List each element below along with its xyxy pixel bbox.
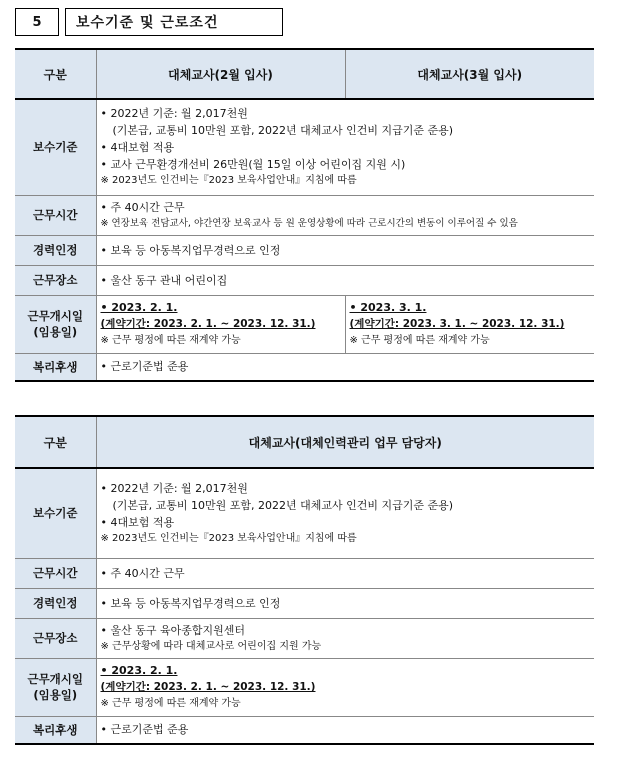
row-career	[15, 588, 594, 618]
start-note: ※ 근무 평정에 따른 재계약 가능	[349, 335, 490, 346]
start-date: • 2023. 2. 1.	[100, 301, 178, 314]
contract-period: (계약기간: 2023. 2. 1. ~ 2023. 12. 31.)	[100, 681, 316, 693]
row-place	[15, 265, 594, 295]
row-label: 보수기준	[15, 468, 96, 558]
welfare-line: • 근로기준법 준용	[100, 360, 189, 374]
salary-content	[96, 468, 594, 558]
row-start	[15, 295, 594, 353]
row-label: 근무시간	[15, 558, 96, 588]
header-col1: 대체교사(2월 입사)	[96, 49, 345, 99]
section-header	[15, 8, 283, 36]
salary-note: ※ 2023년도 인건비는『2023 보육사업안내』지침에 따름	[100, 532, 357, 544]
table-conditions-manager	[15, 415, 594, 745]
welfare-content	[96, 353, 594, 381]
hours-note: ※ 연장보육 전담교사, 야간연장 보육교사 등 원 운영상황에 따라 근로시간의 변동이 이루어질 수 있음	[100, 217, 518, 229]
row-label	[15, 295, 96, 353]
row-hours	[15, 195, 594, 235]
row-label: 근무장소	[15, 618, 96, 658]
header-col1: 대체교사(대체인력관리 업무 담당자)	[96, 416, 594, 468]
row-hours	[15, 558, 594, 588]
hours-content	[96, 195, 594, 235]
row-welfare	[15, 716, 594, 744]
header-label: 구분	[15, 49, 96, 99]
place-content	[96, 265, 594, 295]
row-place	[15, 618, 594, 658]
welfare-line: • 근로기준법 준용	[100, 723, 189, 737]
hours-content	[96, 558, 594, 588]
row-label: 복리후생	[15, 716, 96, 744]
welfare-content	[96, 716, 594, 744]
row-salary	[15, 468, 594, 558]
salary-line: • 4대보험 적용	[100, 515, 175, 529]
career-line: • 보육 등 아동복지업무경력으로 인정	[100, 243, 281, 257]
row-label	[15, 658, 96, 716]
header-col2: 대체교사(3월 입사)	[345, 49, 594, 99]
start-col2	[345, 295, 594, 353]
hours-line: • 주 40시간 근무	[100, 200, 185, 214]
salary-content	[96, 99, 594, 195]
salary-line: (기본급, 교통비 10만원 포함, 2022년 대체교사 인건비 지급기준 준용)	[112, 498, 454, 512]
salary-line: • 2022년 기준: 월 2,017천원	[100, 107, 248, 121]
section-number: 5	[15, 8, 59, 36]
career-content	[96, 588, 594, 618]
career-content	[96, 235, 594, 265]
place-note: ※ 근무상황에 따라 대체교사로 어린이집 지원 가능	[100, 640, 322, 652]
row-label: 근무시간	[15, 195, 96, 235]
row-label: 경력인정	[15, 235, 96, 265]
start-sublabel: (임용일)	[33, 688, 78, 702]
place-line: • 울산 동구 육아종합지원센터	[100, 623, 245, 637]
table-conditions-2-3	[15, 48, 594, 382]
start-note: ※ 근무 평정에 따른 재계약 가능	[100, 698, 241, 709]
row-salary	[15, 99, 594, 195]
table-header-row	[15, 49, 594, 99]
contract-period: (계약기간: 2023. 2. 1. ~ 2023. 12. 31.)	[100, 318, 316, 330]
place-content	[96, 618, 594, 658]
start-sublabel: (임용일)	[33, 325, 78, 339]
place-line: • 울산 동구 관내 어린이집	[100, 273, 228, 287]
start-label: 근무개시일	[27, 672, 84, 686]
row-label: 복리후생	[15, 353, 96, 381]
career-line: • 보육 등 아동복지업무경력으로 인정	[100, 596, 281, 610]
start-col1	[96, 658, 594, 716]
row-label: 보수기준	[15, 99, 96, 195]
salary-line: • 2022년 기준: 월 2,017천원	[100, 481, 248, 495]
row-career	[15, 235, 594, 265]
contract-period: (계약기간: 2023. 3. 1. ~ 2023. 12. 31.)	[349, 318, 565, 330]
row-welfare	[15, 353, 594, 381]
header-label: 구분	[15, 416, 96, 468]
start-date: • 2023. 3. 1.	[349, 301, 427, 314]
row-label: 경력인정	[15, 588, 96, 618]
salary-line: (기본급, 교통비 10만원 포함, 2022년 대체교사 인건비 지급기준 준용)	[112, 124, 454, 138]
start-note: ※ 근무 평정에 따른 재계약 가능	[100, 335, 241, 346]
salary-line: • 교사 근무환경개선비 26만원(월 15일 이상 어린이집 지원 시)	[100, 158, 406, 172]
salary-line: • 4대보험 적용	[100, 141, 175, 155]
start-label: 근무개시일	[27, 309, 84, 323]
section-title: 보수기준 및 근로조건	[65, 8, 283, 36]
hours-line: • 주 40시간 근무	[100, 566, 185, 580]
table-header-row	[15, 416, 594, 468]
start-col1	[96, 295, 345, 353]
start-date: • 2023. 2. 1.	[100, 664, 178, 677]
salary-note: ※ 2023년도 인건비는『2023 보육사업안내』지침에 따름	[100, 175, 357, 187]
row-start	[15, 658, 594, 716]
row-label: 근무장소	[15, 265, 96, 295]
